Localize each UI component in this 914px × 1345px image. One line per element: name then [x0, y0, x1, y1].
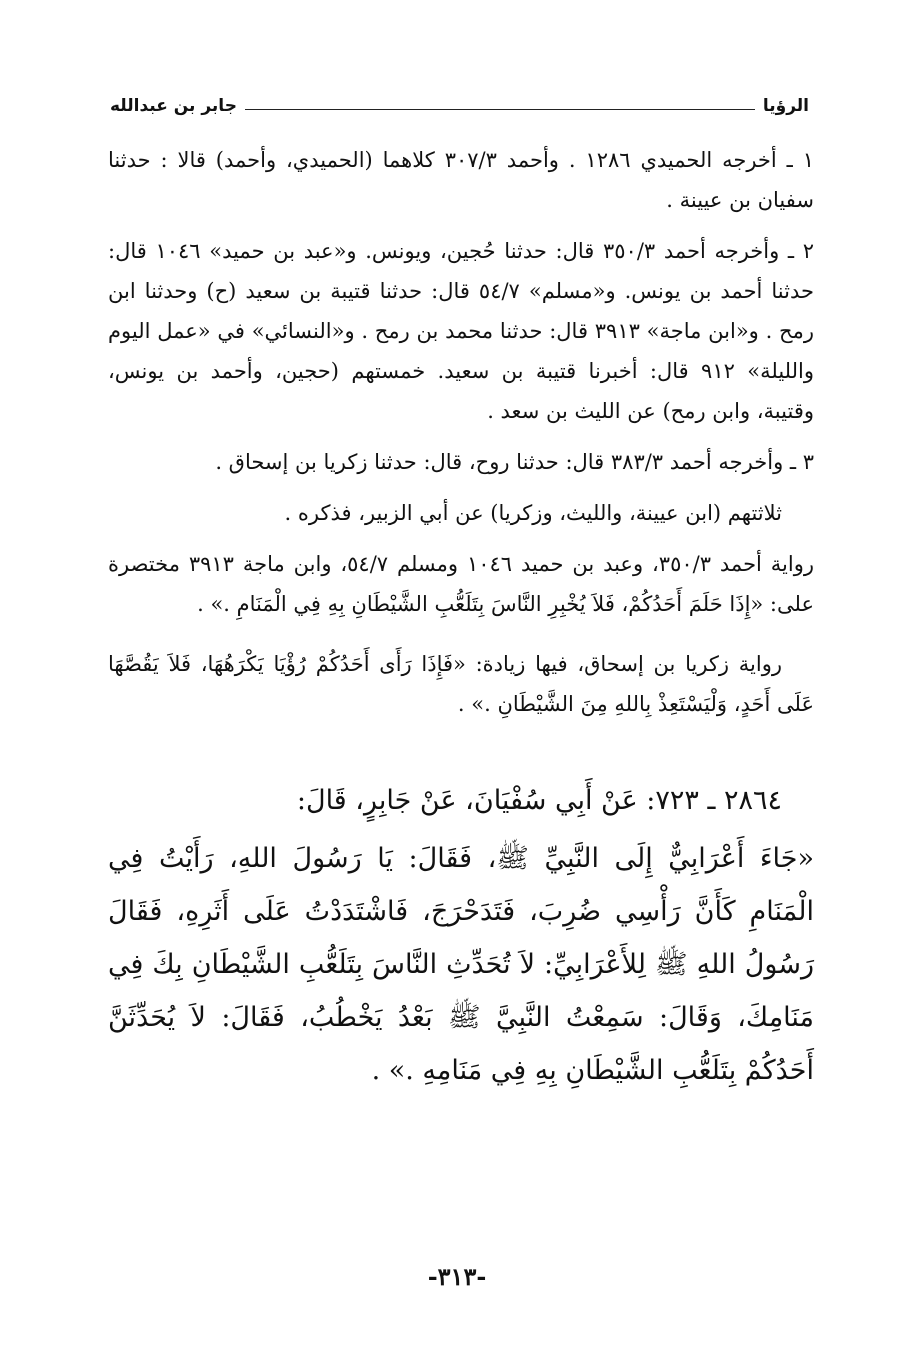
- header-chapter-title: الرؤيا: [762, 96, 809, 116]
- header-narrator-title: جابر بن عبدالله: [110, 96, 237, 116]
- takhrij-summary: ثلاثتهم (ابن عيينة، والليث، وزكريا) عن أبي الزبير، فذكره .: [284, 501, 782, 525]
- header-rule: [245, 109, 755, 110]
- takhrij-note-1: ١ ـ أخرجه الحميدي ١٢٨٦ . وأحمد ٣٠٧/٣ كلاهما (الحميدي، وأحمد) قالا : حدثنا سفيان بن عيينة .: [108, 148, 814, 212]
- riwaya-note-ahmad: رواية أحمد ٣٥٠/٣، وعبد بن حميد ١٠٤٦ ومسلم ٥٤/٧، وابن ماجة ٣٩١٣ مختصرة على: «إِذَا حَلَمَ أَحَدُكُمْ، فَلاَ يُخْبِرِ النَّاسَ بِتَلَعُّبِ الشَّيْطَانِ بِهِ فِي الْمَنَامِ .» .: [108, 552, 815, 616]
- hadith-text: «جَاءَ أَعْرَابِيٌّ إِلَى النَّبِيِّ ﷺ، فَقَالَ: يَا رَسُولَ اللهِ، رَأَيْتُ فِي الْمَنَامِ كَأَنَّ رَأْسِي ضُرِبَ، فَتَدَحْرَجَ، فَاشْتَدَدْتُ عَلَى أَثَرِهِ، فَقَالَ رَسُولُ اللهِ ﷺ لِلأَعْرَابِيِّ: لاَ تُحَدِّثِ النَّاسَ بِتَلَعُّبِ الشَّيْطَانِ بِكَ فِي مَنَامِكَ، وَقَالَ: سَمِعْتُ النَّبِيَّ ﷺ بَعْدُ يَخْطُبُ، فَقَالَ: لاَ يُحَدِّثَنَّ أَحَدُكُمْ بِتَلَعُّبِ الشَّيْطَانِ بِهِ فِي مَنَامِهِ .» .: [108, 843, 814, 1086]
- page-content: [108, 140, 814, 1097]
- hadith-heading: ٢٨٦٤ ـ ٧٢٣: عَنْ أَبِي سُفْيَانَ، عَنْ جَابِرٍ، قَالَ:: [296, 785, 782, 816]
- page-number: -٣١٣-: [427, 1262, 487, 1291]
- riwaya-note-zakariya: رواية زكريا بن إسحاق، فيها زيادة: «فَإِذَا رَأَى أَحَدُكُمْ رُؤْيَا يَكْرَهُهَا، فَلاَ يَقُصَّهَا عَلَى أَحَدٍ، وَلْيَسْتَعِذْ بِاللهِ مِنَ الشَّيْطَانِ .» .: [108, 652, 814, 716]
- running-header: [110, 90, 809, 116]
- takhrij-note-3: ٣ ـ وأخرجه أحمد ٣٨٣/٣ قال: حدثنا روح، قال: حدثنا زكريا بن إسحاق .: [215, 450, 814, 474]
- takhrij-note-2: ٢ ـ وأخرجه أحمد ٣٥٠/٣ قال: حدثنا حُجين، ويونس. و«عبد بن حميد» ١٠٤٦ قال: حدثنا أحمد بن يونس. و«مسلم» ٥٤/٧ قال: حدثنا قتيبة بن سعيد (ح) وحدثنا ابن رمح . و«ابن ماجة» ٣٩١٣ قال: حدثنا محمد بن رمح . و«النسائي» في «عمل اليوم والليلة» ٩١٢ قال: أخبرنا قتيبة بن سعيد. خمستهم (حجين، وأحمد بن يونس، وقتيبة، وابن رمح) عن الليث بن سعد .: [108, 239, 815, 423]
